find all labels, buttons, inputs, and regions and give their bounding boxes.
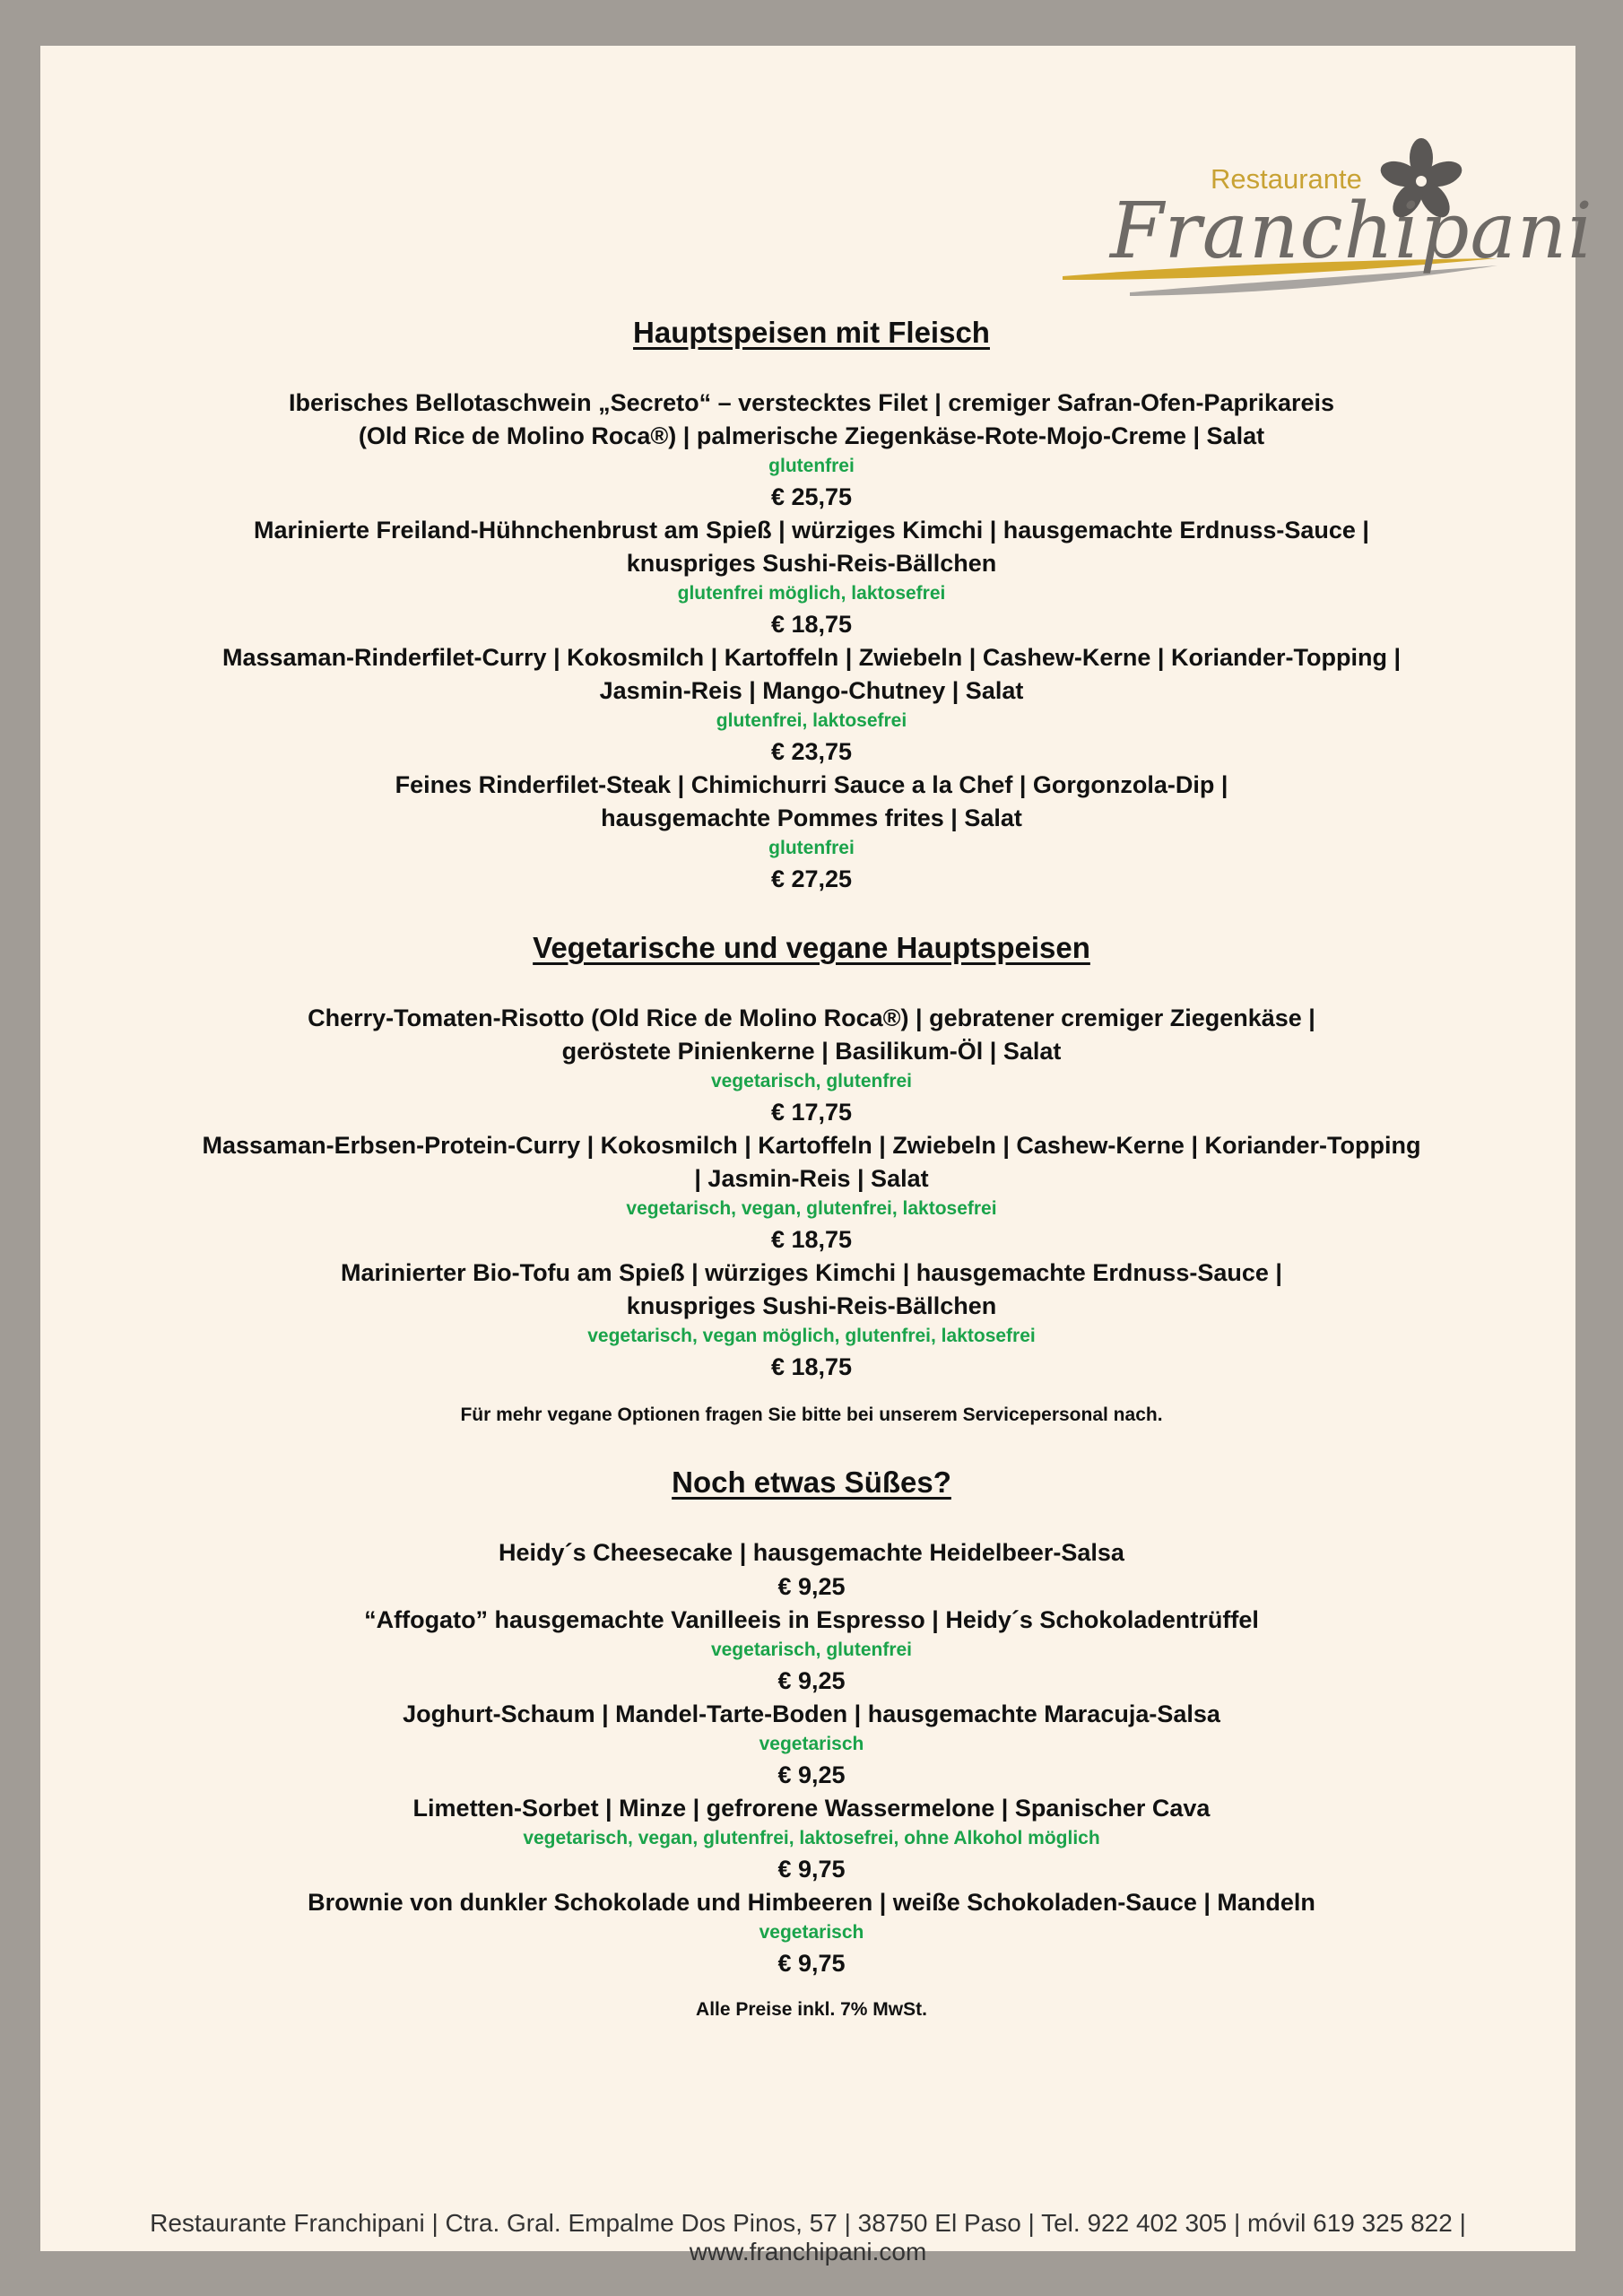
menu-item: [0, 514, 1623, 641]
item-price: € 18,75: [770, 611, 853, 638]
item-description: Cherry-Tomaten-Risotto (Old Rice de Molino Roca®) | gebratener cremiger Ziegenkäse |: [308, 1004, 1315, 1031]
item-description: | Jasmin-Reis | Salat: [694, 1165, 929, 1192]
item-description: knuspriges Sushi-Reis-Bällchen: [626, 550, 997, 577]
item-description: Marinierte Freiland-Hühnchenbrust am Spieß | würziges Kimchi | hausgemachte Erdnuss-Sauce |: [254, 517, 1369, 544]
item-price: € 9,75: [777, 1856, 846, 1883]
menu-item: [0, 641, 1623, 769]
item-description: Heidy´s Cheesecake | hausgemachte Heidelbeer-Salsa: [499, 1539, 1124, 1566]
item-price: € 23,75: [770, 738, 853, 765]
item-diet-tags: vegetarisch, vegan möglich, glutenfrei, laktosefrei: [587, 1326, 1036, 1346]
item-description: Marinierter Bio-Tofu am Spieß | würziges Kimchi | hausgemachte Erdnuss-Sauce |: [341, 1259, 1282, 1286]
item-price: € 18,75: [770, 1353, 853, 1380]
logo-name: Franchipani: [1110, 187, 1593, 276]
item-diet-tags: vegetarisch: [759, 1734, 864, 1754]
item-description: Feines Rinderfilet-Steak | Chimichurri Sauce a la Chef | Gorgonzola-Dip |: [395, 771, 1228, 798]
item-description: knuspriges Sushi-Reis-Bällchen: [626, 1292, 997, 1319]
section-vegetarian: [0, 926, 1623, 1429]
item-diet-tags: vegetarisch, vegan, glutenfrei, laktosefrei: [626, 1198, 997, 1219]
item-price: € 25,75: [770, 483, 853, 510]
item-description: Iberisches Bellotaschwein „Secreto“ – verstecktes Filet | cremiger Safran-Ofen-Paprikareis: [288, 389, 1335, 416]
menu-item: [0, 769, 1623, 896]
menu-item: [0, 1257, 1623, 1384]
item-diet-tags: vegetarisch, vegan, glutenfrei, laktosefrei, ohne Alkohol möglich: [523, 1828, 1100, 1848]
item-price: € 9,25: [777, 1761, 846, 1788]
item-description: (Old Rice de Molino Roca®) | palmerische Ziegenkäse-Rote-Mojo-Creme | Salat: [358, 422, 1265, 449]
vegan-options-note: Für mehr vegane Optionen fragen Sie bitte bei unserem Servicepersonal nach.: [460, 1405, 1163, 1425]
vat-note: Alle Preise inkl. 7% MwSt.: [696, 1999, 927, 2020]
menu-item: [0, 1886, 1623, 1980]
item-price: € 9,25: [777, 1573, 846, 1600]
menu-item: [0, 1698, 1623, 1792]
item-price: € 9,25: [777, 1667, 846, 1694]
logo-subtitle: Restaurante: [1211, 163, 1362, 195]
section-title: Hauptspeisen mit Fleisch: [633, 316, 990, 349]
item-price: € 27,25: [770, 865, 853, 892]
page-footer: Restaurante Franchipani | Ctra. Gral. Empalme Dos Pinos, 57 | 38750 El Paso | Tel. 922 402 305 | móvil 619 325 822 | www.franchipani.com: [150, 2209, 1466, 2266]
item-description: geröstete Pinienkerne | Basilikum-Öl | Salat: [561, 1038, 1062, 1065]
item-diet-tags: glutenfrei: [768, 838, 855, 858]
menu-item: [0, 1002, 1623, 1129]
item-description: Massaman-Rinderfilet-Curry | Kokosmilch | Kartoffeln | Zwiebeln | Cashew-Kerne | Koriander-Topping |: [221, 644, 1401, 671]
item-description: Brownie von dunkler Schokolade und Himbeeren | weiße Schokoladen-Sauce | Mandeln: [308, 1889, 1315, 1916]
item-diet-tags: vegetarisch, glutenfrei: [710, 1639, 913, 1660]
menu-content: [0, 311, 1623, 2023]
section-title: Vegetarische und vegane Hauptspeisen: [533, 931, 1090, 964]
item-description: Massaman-Erbsen-Protein-Curry | Kokosmilch | Kartoffeln | Zwiebeln | Cashew-Kerne | Koriander-Topping: [202, 1132, 1421, 1159]
menu-item: [0, 387, 1623, 514]
item-price: € 18,75: [770, 1226, 853, 1253]
item-diet-tags: vegetarisch: [759, 1922, 864, 1943]
item-diet-tags: glutenfrei, laktosefrei: [716, 710, 907, 731]
menu-item: [0, 1536, 1623, 1604]
item-diet-tags: glutenfrei: [768, 456, 855, 476]
restaurant-logo: [1022, 81, 1593, 314]
item-description: Jasmin-Reis | Mango-Chutney | Salat: [599, 677, 1024, 704]
item-description: “Affogato” hausgemachte Vanilleeis in Espresso | Heidy´s Schokoladentrüffel: [364, 1606, 1259, 1633]
section-meat: [0, 311, 1623, 896]
menu-item: [0, 1792, 1623, 1886]
section-title: Noch etwas Süßes?: [672, 1465, 951, 1499]
item-price: € 17,75: [770, 1099, 853, 1126]
item-description: Limetten-Sorbet | Minze | gefrorene Wassermelone | Spanischer Cava: [412, 1795, 1211, 1822]
menu-item: [0, 1129, 1623, 1257]
section-desserts: [0, 1461, 1623, 2023]
menu-item: [0, 1604, 1623, 1698]
item-description: hausgemachte Pommes frites | Salat: [601, 804, 1022, 831]
item-diet-tags: vegetarisch, glutenfrei: [710, 1071, 913, 1091]
item-description: Joghurt-Schaum | Mandel-Tarte-Boden | hausgemachte Maracuja-Salsa: [403, 1700, 1220, 1727]
item-price: € 9,75: [777, 1950, 846, 1977]
item-diet-tags: glutenfrei möglich, laktosefrei: [677, 583, 946, 604]
